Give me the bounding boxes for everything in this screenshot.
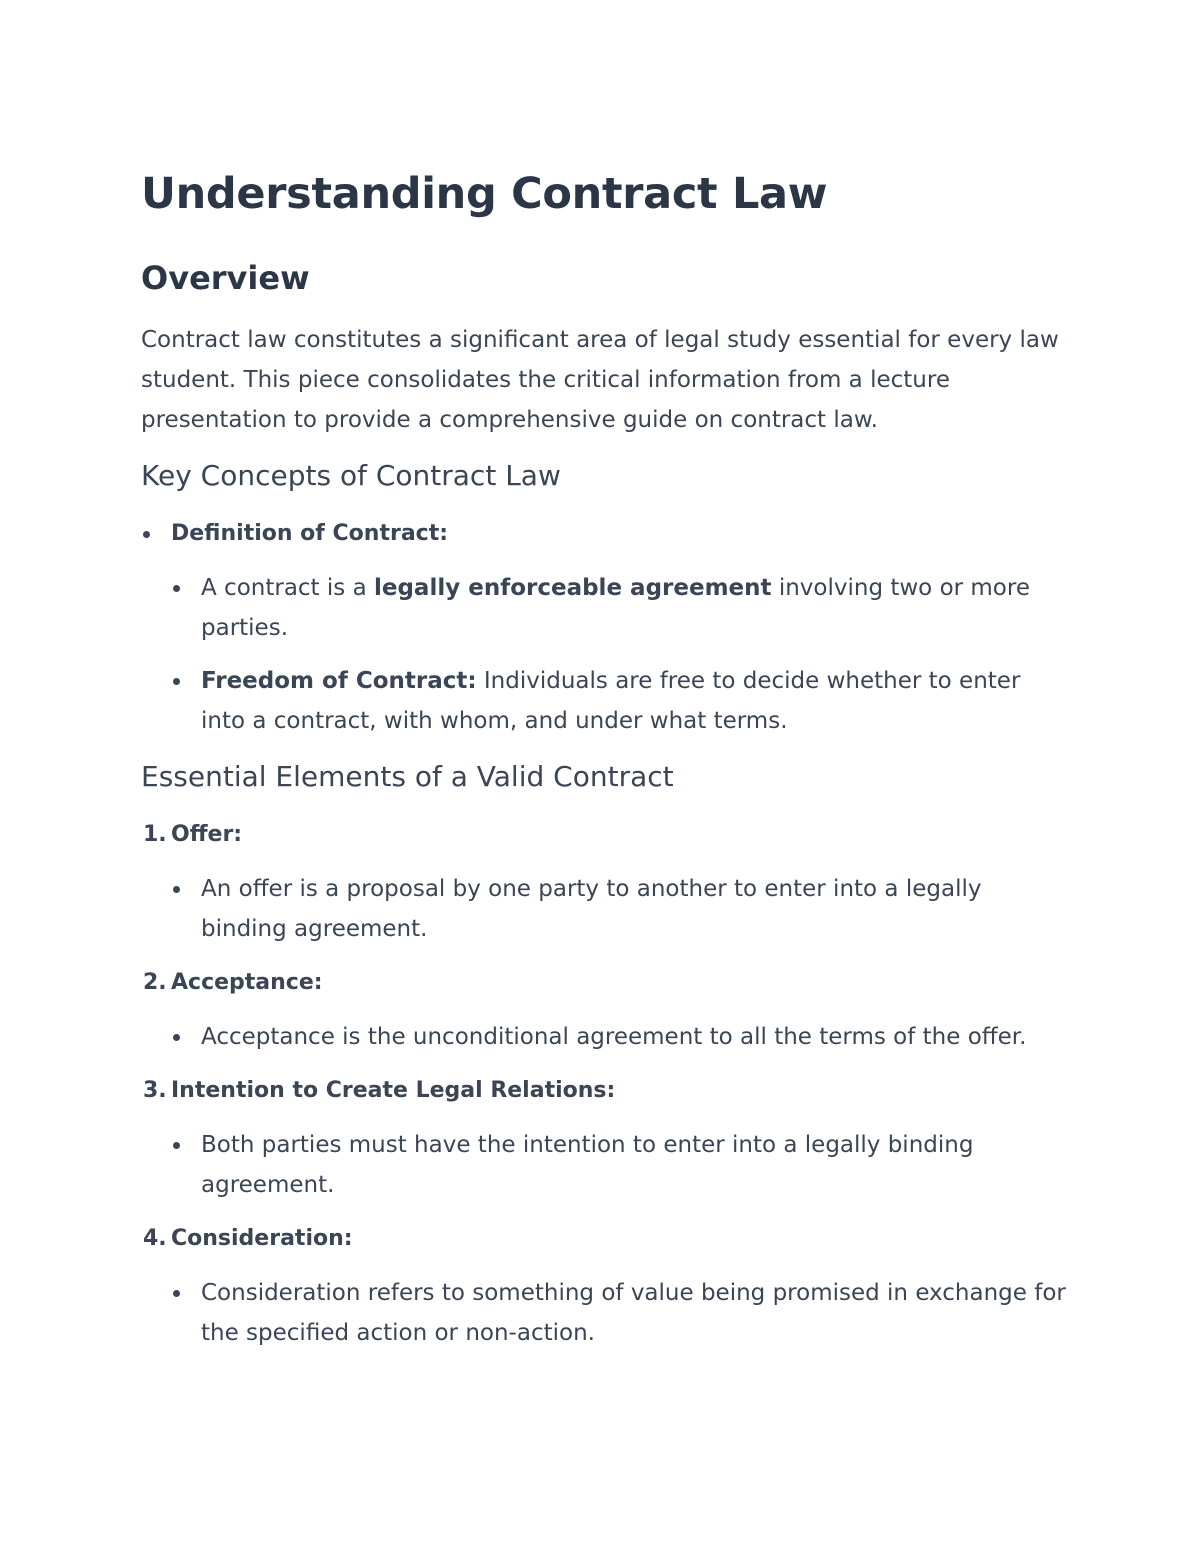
list-item xyxy=(141,963,1071,1057)
bullet-icon xyxy=(173,678,180,685)
document-title: Understanding Contract Law xyxy=(141,169,828,219)
document-page xyxy=(141,168,1071,1367)
list-item-number: 4. xyxy=(143,1226,167,1251)
bullet-icon xyxy=(173,1290,180,1297)
bullet-icon xyxy=(173,886,180,893)
sub-item-text: An offer is a proposal by one party to another to enter into a legally binding agreement. xyxy=(201,876,982,942)
overview-paragraph: Contract law constitutes a significant area of legal study essential for every law student. This piece consolidates the critical information from a lecture presentation to provide a comprehensive guide on contract law. xyxy=(141,327,1059,433)
sub-item-text: Consideration refers to something of value being promised in exchange for the specified action or non-action. xyxy=(201,1280,1066,1346)
list-item xyxy=(141,815,1071,949)
overview-heading: Overview xyxy=(141,259,310,297)
key-concepts-list xyxy=(141,514,1071,741)
sub-list xyxy=(171,1017,1071,1057)
sub-item-text-bold: legally enforceable agreement xyxy=(373,575,772,601)
list-item-label: Consideration: xyxy=(171,1226,353,1251)
sub-list-item xyxy=(171,1125,1071,1205)
list-item-number: 1. xyxy=(143,822,167,847)
sub-list xyxy=(171,1273,1071,1353)
sub-item-text-before: A contract is a xyxy=(201,575,374,601)
list-item-number: 2. xyxy=(143,970,167,995)
sub-list-item xyxy=(171,869,1071,949)
list-item xyxy=(141,1219,1071,1353)
sub-list xyxy=(171,869,1071,949)
list-item-number: 3. xyxy=(143,1078,167,1103)
sub-item-text-after: involving two or more parties. xyxy=(201,575,1030,641)
sub-list-item xyxy=(171,1273,1071,1353)
bullet-icon xyxy=(173,585,180,592)
bullet-icon xyxy=(143,531,150,538)
list-item-label: Acceptance: xyxy=(171,970,323,995)
sub-item-text-after: Individuals are free to decide whether to enter into a contract, with whom, and under what terms. xyxy=(201,668,1021,734)
sub-item-text-bold: Freedom of Contract: xyxy=(201,668,477,694)
sub-item-text: Acceptance is the unconditional agreement to all the terms of the offer. xyxy=(201,1024,1027,1050)
sub-list-item xyxy=(171,661,1071,741)
list-item xyxy=(141,1071,1071,1205)
list-item-label: Offer: xyxy=(171,822,243,847)
list-item-label: Definition of Contract: xyxy=(171,521,449,546)
sub-item-text: Both parties must have the intention to enter into a legally binding agreement. xyxy=(201,1132,974,1198)
elements-heading: Essential Elements of a Valid Contract xyxy=(141,760,674,793)
bullet-icon xyxy=(173,1142,180,1149)
bullet-icon xyxy=(173,1034,180,1041)
list-item-label: Intention to Create Legal Relations: xyxy=(171,1078,616,1103)
key-concepts-heading: Key Concepts of Contract Law xyxy=(141,459,561,492)
sub-list xyxy=(171,568,1071,741)
sub-list-item xyxy=(171,568,1071,648)
elements-list xyxy=(141,815,1071,1353)
sub-list xyxy=(171,1125,1071,1205)
sub-list-item xyxy=(171,1017,1071,1057)
list-item xyxy=(141,514,1071,741)
